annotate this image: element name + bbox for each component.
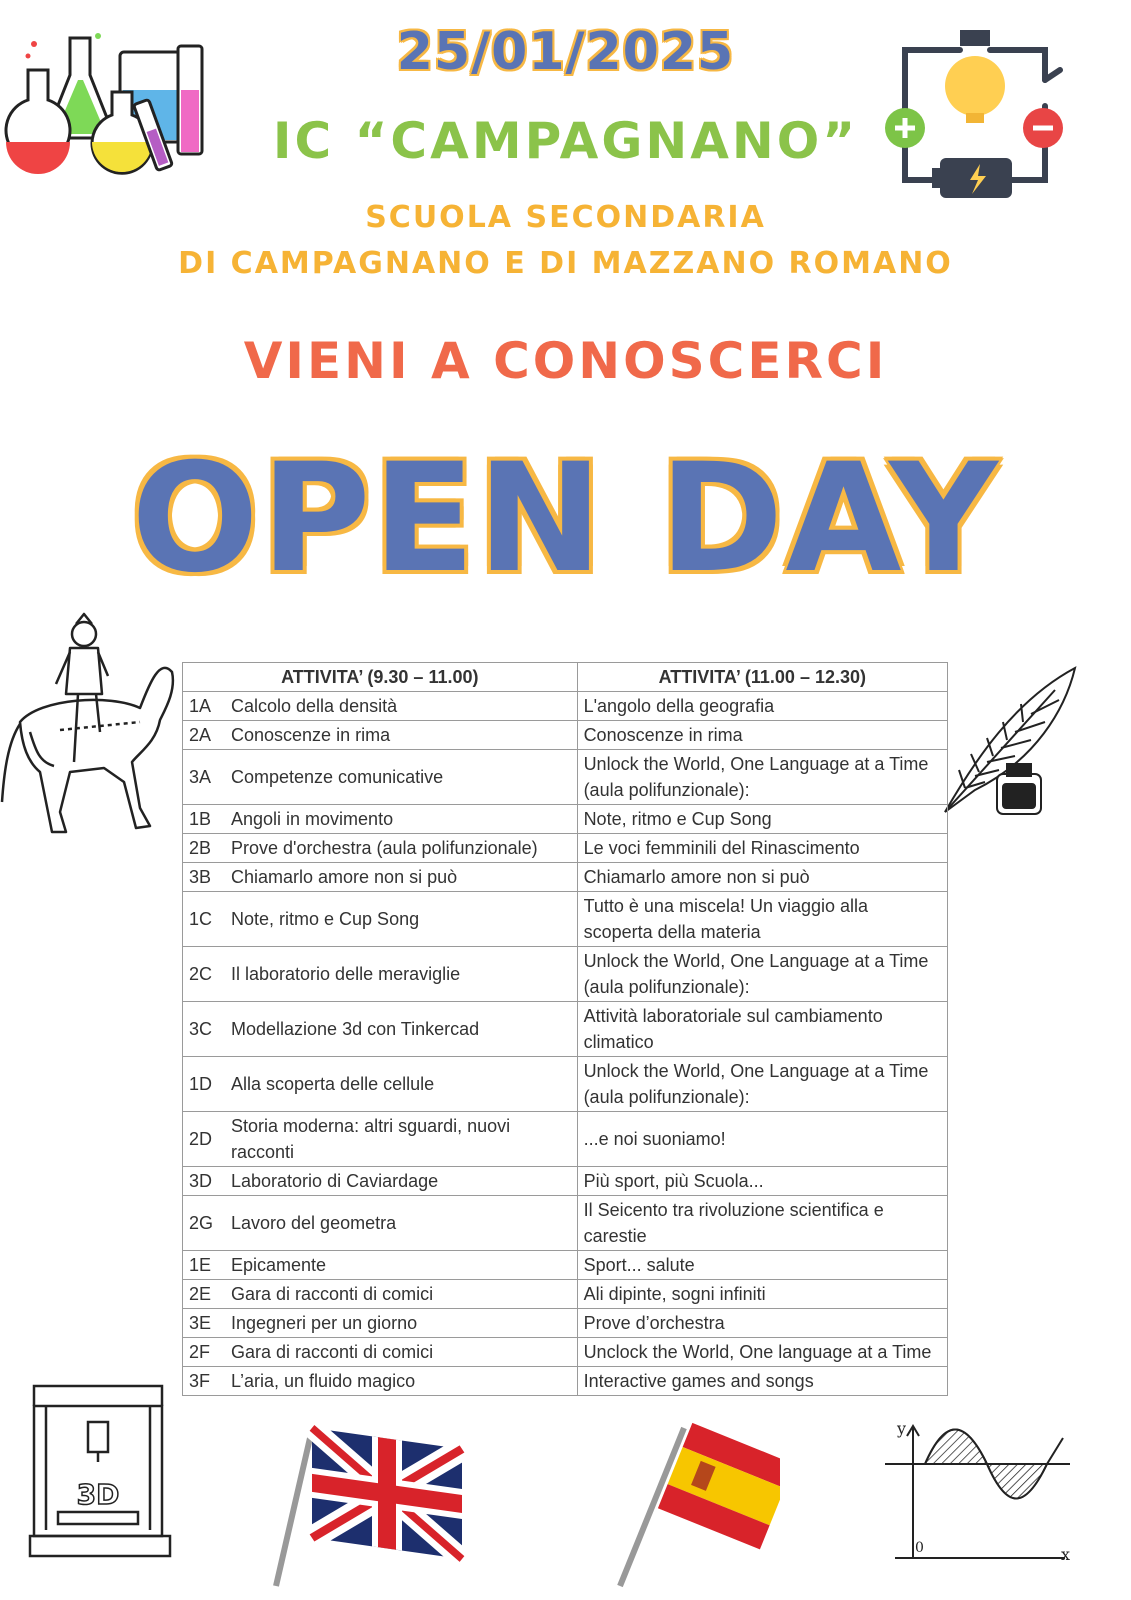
column-header-late-morning: ATTIVITA’ (11.00 – 12.30) [577, 663, 947, 692]
class-code: 3F [183, 1367, 226, 1396]
second-slot-activity: Prove d’orchestra [577, 1309, 947, 1338]
first-slot-activity: L’aria, un fluido magico [225, 1367, 577, 1396]
first-slot-activity: Gara di racconti di comici [225, 1338, 577, 1367]
spain-flag-icon [600, 1418, 780, 1588]
table-row [183, 721, 948, 750]
subtitle-line-2: DI CAMPAGNANO E DI MAZZANO ROMANO [178, 246, 953, 281]
open-day-title: OPEN DAY [131, 432, 1000, 606]
printer-3d-label: 3D [76, 1478, 120, 1511]
second-slot-activity: Attività laboratoriale sul cambiamento climatico [577, 1002, 947, 1057]
second-slot-activity: Interactive games and songs [577, 1367, 947, 1396]
second-slot-activity: Unlock the World, One Language at a Time (aula polifunzionale): [577, 1057, 947, 1112]
table-row [183, 1112, 948, 1167]
first-slot-activity: Angoli in movimento [225, 805, 577, 834]
table-row [183, 947, 948, 1002]
table-row [183, 834, 948, 863]
class-code: 2F [183, 1338, 226, 1367]
second-slot-activity: Ali dipinte, sogni infiniti [577, 1280, 947, 1309]
second-slot-activity: Unlock the World, One Language at a Time (aula polifunzionale): [577, 750, 947, 805]
table-row [183, 1167, 948, 1196]
table-row [183, 1309, 948, 1338]
class-code: 1A [183, 692, 226, 721]
first-slot-activity: Chiamarlo amore non si può [225, 863, 577, 892]
first-slot-activity: Modellazione 3d con Tinkercad [225, 1002, 577, 1057]
second-slot-activity: Chiamarlo amore non si può [577, 863, 947, 892]
first-slot-activity: Note, ritmo e Cup Song [225, 892, 577, 947]
class-code: 1B [183, 805, 226, 834]
class-code: 3B [183, 863, 226, 892]
second-slot-activity: Conoscenze in rima [577, 721, 947, 750]
first-slot-activity: Storia moderna: altri sguardi, nuovi racconti [225, 1112, 577, 1167]
first-slot-activity: Epicamente [225, 1251, 577, 1280]
first-slot-activity: Gara di racconti di comici [225, 1280, 577, 1309]
table-row [183, 692, 948, 721]
graph-y-label: y [897, 1419, 907, 1438]
class-code: 2A [183, 721, 226, 750]
second-slot-activity: Note, ritmo e Cup Song [577, 805, 947, 834]
graph-x-label: x [1061, 1545, 1071, 1564]
table-row [183, 1338, 948, 1367]
first-slot-activity: Il laboratorio delle meraviglie [225, 947, 577, 1002]
table-row [183, 805, 948, 834]
column-header-morning: ATTIVITA’ (9.30 – 11.00) [183, 663, 578, 692]
table-row [183, 892, 948, 947]
table-header-row [183, 663, 948, 692]
class-code: 2C [183, 947, 226, 1002]
table-row [183, 863, 948, 892]
first-slot-activity: Laboratorio di Caviardage [225, 1167, 577, 1196]
first-slot-activity: Conoscenze in rima [225, 721, 577, 750]
second-slot-activity: Tutto è una miscela! Un viaggio alla scoperta della materia [577, 892, 947, 947]
class-code: 3D [183, 1167, 226, 1196]
second-slot-activity: Il Seicento tra rivoluzione scientifica e carestie [577, 1196, 947, 1251]
first-slot-activity: Alla scoperta delle cellule [225, 1057, 577, 1112]
class-code: 3E [183, 1309, 226, 1338]
table-row [183, 1057, 948, 1112]
quill-inkwell-icon [935, 660, 1085, 820]
table-row [183, 1280, 948, 1309]
class-code: 1D [183, 1057, 226, 1112]
class-code: 1C [183, 892, 226, 947]
3d-printer-icon [28, 1382, 178, 1562]
invite-heading: VIENI A CONOSCERCI [243, 332, 888, 390]
second-slot-activity: Unclock the World, One language at a Time [577, 1338, 947, 1367]
circuit-bulb-icon [880, 18, 1070, 208]
second-slot-activity: Più sport, più Scuola... [577, 1167, 947, 1196]
event-date: 25/01/2025 [396, 22, 735, 82]
table-row [183, 1002, 948, 1057]
table-row [183, 1367, 948, 1396]
second-slot-activity: Sport... salute [577, 1251, 947, 1280]
class-code: 2B [183, 834, 226, 863]
first-slot-activity: Ingegneri per un giorno [225, 1309, 577, 1338]
activities-table [182, 662, 948, 1396]
first-slot-activity: Lavoro del geometra [225, 1196, 577, 1251]
second-slot-activity: L'angolo della geografia [577, 692, 947, 721]
uk-flag-icon [270, 1418, 470, 1588]
second-slot-activity: Le voci femminili del Rinascimento [577, 834, 947, 863]
second-slot-activity: Unlock the World, One Language at a Time (aula polifunzionale): [577, 947, 947, 1002]
lab-glassware-icon [0, 30, 215, 175]
subtitle-line-1: SCUOLA SECONDARIA [365, 200, 766, 235]
class-code: 3A [183, 750, 226, 805]
table-row [183, 1196, 948, 1251]
class-code: 2G [183, 1196, 226, 1251]
first-slot-activity: Calcolo della densità [225, 692, 577, 721]
class-code: 3C [183, 1002, 226, 1057]
first-slot-activity: Competenze comunicative [225, 750, 577, 805]
first-slot-activity: Prove d'orchestra (aula polifunzionale) [225, 834, 577, 863]
class-code: 2D [183, 1112, 226, 1167]
school-name: IC “CAMPAGNANO” [272, 112, 859, 170]
class-code: 1E [183, 1251, 226, 1280]
graph-origin-label: 0 [915, 1540, 924, 1556]
function-graph-icon [885, 1418, 1080, 1568]
class-code: 2E [183, 1280, 226, 1309]
table-row [183, 750, 948, 805]
knight-horse-icon [0, 612, 180, 842]
second-slot-activity: ...e noi suoniamo! [577, 1112, 947, 1167]
table-row [183, 1251, 948, 1280]
